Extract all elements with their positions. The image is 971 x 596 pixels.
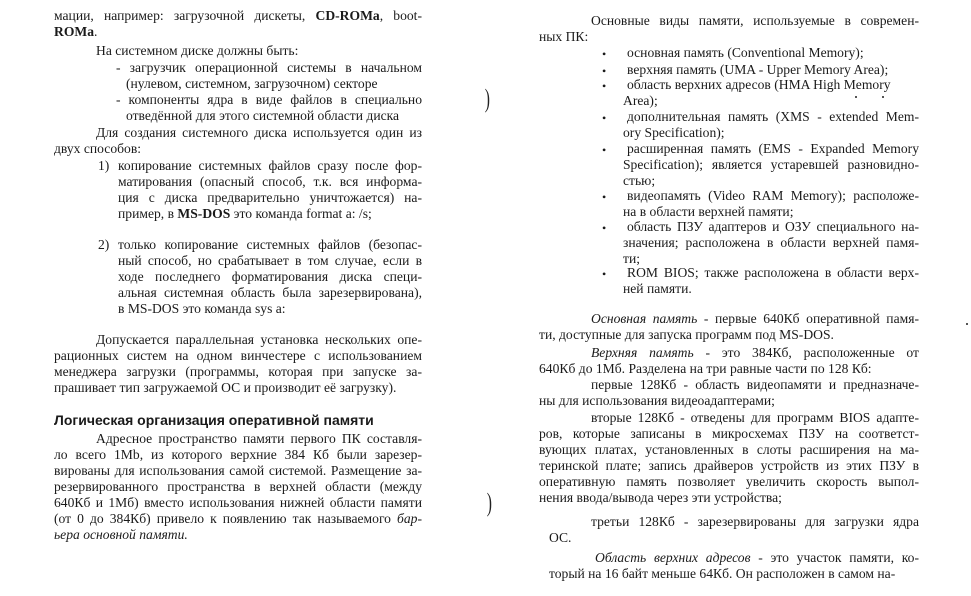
list-item: - компоненты ядра в виде файлов в специально [116, 92, 422, 107]
bullet-icon: • [602, 111, 607, 125]
list-item-cont: отведённой для этого системной области диска [126, 108, 400, 123]
list-item-cont: стью; [623, 173, 656, 188]
list-item: только копирование системных файлов (безопас- [118, 237, 422, 252]
paragraph-line: ло всего 1Mb, из которого верхние 384 Кб были зарезер- [54, 447, 422, 462]
bullet-icon: • [602, 47, 607, 61]
list-item-cont: значения; расположена в области верхней памя- [623, 235, 919, 250]
list-item: верхняя память (UMA - Upper Memory Area); [627, 62, 889, 77]
bullet-icon: • [602, 221, 607, 235]
list-item-cont: ней памяти. [623, 281, 692, 296]
list-number: 2) [98, 237, 110, 252]
list-item: копирование системных файлов сразу после фор- [118, 158, 422, 173]
list-item: ROM BIOS; также расположена в области верх- [627, 265, 919, 280]
list-item: область ПЗУ адаптеров и ОЗУ специального на- [627, 219, 919, 234]
paragraph-line: первые 128Кб - область видеопамяти и предназначе- [591, 377, 919, 392]
list-item: дополнительная память (XMS - extended Mem- [627, 109, 919, 124]
list-item-cont: (нулевом, системном, загрузочном) секторе [126, 76, 378, 91]
paragraph-line: нения ввода/вывода через эти устройства; [539, 490, 782, 505]
paragraph-line: прашивает тип загружаемой ОС и производит её загрузку). [54, 380, 397, 395]
list-item: - загрузчик операционной системы в начальном [116, 60, 422, 75]
paragraph-line: Основная память - первые 640Кб оперативной памя- [591, 311, 919, 326]
bullet-icon: • [602, 64, 607, 78]
paragraph-line: 640Кб до 1Мб. Разделена на три равные части по 128 Кб: [539, 361, 872, 376]
paragraph-line: Основные виды памяти, используемые в современ- [591, 13, 919, 28]
paragraph-line: На системном диске должны быть: [96, 43, 299, 58]
paragraph-line: резервированного пространства в верхней области (между [54, 479, 422, 494]
paragraph-line: ОС. [549, 530, 572, 545]
list-item-cont: ory Specification); [623, 125, 725, 140]
paragraph-line: вторые 128Кб - отведены для программ BIOS адапте- [591, 410, 919, 425]
list-item-cont: ция с диска предварительно уничтожается) на- [118, 190, 422, 205]
scan-speck [882, 96, 884, 98]
paragraph-line: менеджера загрузки (программы, которая при запуске за- [54, 364, 422, 379]
paragraph-line: (от 0 до 384Кб) привело к появлению так называемого бар- [54, 511, 422, 526]
list-item-cont: ный способ, но срабатывает в том случае, если в [118, 253, 422, 268]
scan-mark: ) [484, 84, 490, 113]
list-item-cont: альная системная область была зарезервирована), [118, 285, 422, 300]
list-item-cont: в MS-DOS это команда sys a: [118, 301, 286, 316]
scan-speck [855, 96, 857, 98]
list-item-cont: на в области верхней памяти; [623, 204, 794, 219]
list-item-cont: Specification); является устаревшей разновидно- [623, 157, 919, 172]
paragraph-line: двух способов: [54, 141, 142, 156]
paragraph-line: мации, например: загрузочной дискеты, CD-ROMa, boot- [54, 8, 422, 23]
paragraph-line: Для создания системного диска используется один из [96, 125, 422, 140]
list-number: 1) [98, 158, 110, 173]
scan-speck [966, 323, 968, 325]
paragraph-line: торый на 16 байт меньше 64Кб. Он расположен в самом на- [549, 566, 896, 581]
paragraph-line: ти, доступные для запуска программ под MS-DOS. [539, 327, 834, 342]
list-item-cont: матирования (опасный способ, т.к. вся информа- [118, 174, 422, 189]
section-heading: Логическая организация оперативной памяти [54, 412, 374, 428]
paragraph-line: ROMa. [54, 24, 98, 39]
list-item: расширенная память (EMS - Expanded Memory [627, 141, 919, 156]
paragraph-line: Адресное пространство памяти первого ПК составля- [96, 431, 422, 446]
paragraph-line: вированы для использования самой системой. Размещение за- [54, 463, 422, 478]
paragraph-line: ьера основной памяти. [54, 527, 188, 542]
paragraph-line: вующих платах, установленных в слоты расширения на ма- [539, 442, 919, 457]
bullet-icon: • [602, 143, 607, 157]
paragraph-line: оперативную память позволяет увеличить скорость выпол- [539, 474, 919, 489]
list-item: видеопамять (Video RAM Memory); расположе- [627, 188, 919, 203]
scan-mark: ) [486, 488, 492, 517]
paragraph-line: теринской плате; запись драйверов устройств из этих ПЗУ в [539, 458, 919, 473]
bullet-icon: • [602, 79, 607, 93]
paragraph-line: Верхняя память - это 384Кб, расположенные от [591, 345, 919, 360]
paragraph-line: рационных систем на одном винчестере с использованием [54, 348, 422, 363]
paragraph-line: 640Кб и 1Мб) вместо использования нижней области памяти [54, 495, 422, 510]
list-item-cont: пример, в MS-DOS это команда format a: /s; [118, 206, 372, 221]
list-item-cont: Area); [623, 93, 658, 108]
bullet-icon: • [602, 267, 607, 281]
list-item-cont: ходе последнего форматирования диска специ- [118, 269, 422, 284]
paragraph-line: Область верхних адресов - это участок памяти, ко- [595, 550, 920, 565]
list-item: область верхних адресов (HMA High Memory [627, 77, 891, 92]
paragraph-line: ны для использования видеоадаптерами; [539, 393, 775, 408]
paragraph-line: ров, которые записаны в микросхемах ПЗУ на соответст- [539, 426, 919, 441]
list-item: основная память (Conventional Memory); [627, 45, 864, 60]
list-item-cont: ти; [623, 251, 640, 266]
paragraph-line: Допускается параллельная установка нескольких опе- [96, 332, 422, 347]
bullet-icon: • [602, 190, 607, 204]
paragraph-line: третьи 128Кб - зарезервированы для загрузки ядра [591, 514, 919, 529]
paragraph-line: ных ПК: [539, 29, 589, 44]
